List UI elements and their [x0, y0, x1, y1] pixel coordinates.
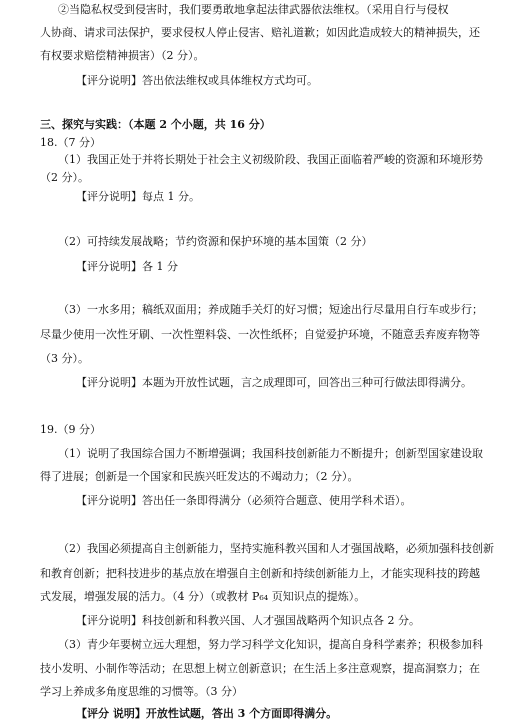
text-line: 18.（7 分） [40, 136, 101, 149]
text-line: （2）我国必须提高自主创新能力，坚持实施科教兴国和人才强国战略，必须加强科技创新 [58, 542, 494, 555]
text-line: 【评分说明】各 1 分 [76, 260, 178, 273]
text-line: 人协商、请求司法保护，要求侵权人停止侵害、赔礼道歉；如因此造成较大的精神损失，还 [40, 26, 480, 39]
text-line: 【评分 说明】开放性试题，答出 3 个方面即得满分。 [76, 707, 338, 720]
text-line: 得了进展；创新是一个国家和民族兴旺发达的不竭动力；（2 分）。 [40, 470, 359, 483]
text-line: （2 分）。 [40, 171, 89, 184]
text-line: 三、探究与实践：（本题 2 个小题，共 16 分） [40, 118, 271, 131]
text-line: 【评分说明】答出依法维权或具体维权方式均可。 [76, 74, 318, 87]
text-line: （2）可持续发展战略；节约资源和保护环境的基本国策（2 分） [58, 235, 373, 248]
text-line: 学习上养成多角度思维的习惯等。（3 分） [40, 685, 243, 698]
text-line: 式发展，增强发展的活力。（4 分）（或教材 P₆₄ 页知识点的提炼）。 [40, 590, 366, 603]
text-line: （3）青少年要树立远大理想，努力学习科学文化知识，提高自身科学素养；积极参加科 [58, 638, 483, 651]
text-line: 有权要求赔偿精神损害）（2 分）。 [40, 49, 205, 62]
text-line: （3 分）。 [40, 352, 89, 365]
text-line: 【评分说明】答出任一条即得满分（必须符合题意、使用学科术语）。 [76, 494, 412, 507]
text-line: 【评分说明】本题为开放性试题，言之成理即可，回答出三种可行做法即得满分。 [76, 376, 472, 389]
text-line: 和教育创新；把科技进步的基点放在增强自主创新和持续创新能力上，才能实现科技的跨越 [40, 567, 480, 580]
text-line: 【评分说明】每点 1 分。 [76, 190, 200, 203]
text-line: （1）我国正处于并将长期处于社会主义初级阶段、我国正面临着严峻的资源和环境形势 [58, 153, 483, 166]
text-line: （3）一水多用；稿纸双面用；养成随手关灯的好习惯；短途出行尽量用自行车或步行； [58, 303, 483, 316]
text-line: 技小发明、小制作等活动；在思想上树立创新意识；在生活上多注意观察，提高洞察力；在 [40, 662, 480, 675]
text-line: 尽量少使用一次性牙刷、一次性塑料袋、一次性纸杯；自觉爱护环境，不随意丢弃废弃物等 [40, 328, 480, 341]
text-line: 【评分说明】科技创新和科教兴国、人才强国战略两个知识点各 2 分。 [76, 614, 420, 627]
text-line: ②当隐私权受到侵害时，我们要勇敢地拿起法律武器依法维权。（采用自行与侵权 [58, 3, 449, 16]
text-line: （1）说明了我国综合国力不断增强调；我国科技创新能力不断提升；创新型国家建设取 [58, 447, 483, 460]
text-line: 19.（9 分） [40, 423, 101, 436]
